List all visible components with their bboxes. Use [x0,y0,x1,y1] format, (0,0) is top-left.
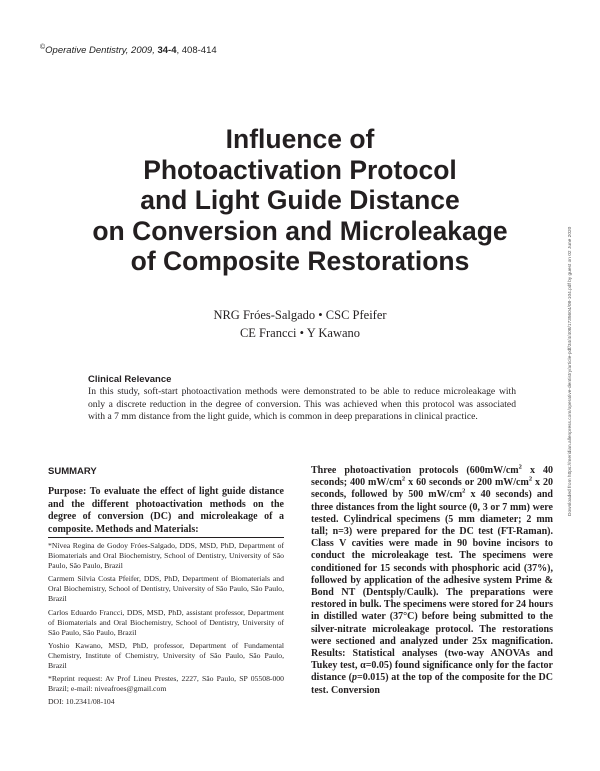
footnote-author-4: Yoshio Kawano, MSD, PhD, professor, Department of Fundamental Chemistry, Institute of Chemistry, University of São Paulo, São Paulo, Brazil [48,640,284,671]
title-line: and Light Guide Distance [140,185,460,215]
title-line: on Conversion and Microleakage [92,215,508,246]
download-watermark: Downloaded from https://meridian.allenpress.com/operative-dentistry/article-pdf/34/4/408/1735604/08-104.pdf by guest on 02 June 2020 [568,226,573,516]
doi: DOI: 10.2341/08-104 [48,697,115,707]
abstract-column: Three photoactivation protocols ($600mW/cm^2$ x 40 seconds; 400 $mW/cm^2$ x 60 seconds or 200 $mW/cm^2$ x 20 seconds, followed by 500 $mW/cm^2$ x 40 seconds) and three distances from the light source (0, 3 or 7 mm) were tested. Cylindrical specimens (5 mm diameter; 2 mm tall; n=3) were prepared for the DC test (FT-Raman). Class V cavities were made in 90 bovine incisors to conduct the microleakage test. The specimens were conditioned for 15 seconds with phosphoric acid (37%), followed by application of the adhesive system Prime & Bond NT (Dentsply/Caulk). The preparations were restored in bulk. The specimens were stored for 24 hours in distilled water (37°C) before being submitted to the silver-nitrate microleakage protocol. The restorations were sectioned and analyzed under 25x magnification. Results: Statistical analyses (two-way ANOVAs and Tukey test, α=0.05) found significance only for the factor distance (p=0.015) at the top of the composite for the DC test. Conversion [311,463,553,696]
footnote-reprint-request: *Reprint request: Av Prof Lineu Prestes, 2227, São Paulo, SP 05508-000 Brazil; e-mail: niveafroes@gmail.com [48,674,284,694]
title-line: Influence of [225,124,375,154]
authors-line-2: CE Francci • Y Kawano [239,326,361,340]
summary-heading: SUMMARY [48,466,97,477]
footnote-divider [48,537,284,538]
footnote-author-1: *Nívea Regina de Godoy Fróes-Salgado, DDS, MSD, PhD, Department of Biomaterials and Oral Biochemistry, School of Dentistry, University of São Paulo, São Paulo, Brazil [48,541,284,571]
clinical-relevance-text: In this study, soft-start photoactivation methods were demonstrated to be able to reduce microleakage with only a discrete reduction in the degree of conversion. This was achieved when this protocol was associated with a 7 mm distance from the light guide, which is common in deep preparations in clinical practice. [88,386,516,423]
summary-lead: Purpose: To evaluate the effect of light guide distance and the different photoactivation methods on the degree of conversion (DC) and microleakage of a composite. Methods and Materials: [48,486,284,535]
journal-pages: , 408-414 [176,45,217,57]
title-line: Photoactivation Protocol [143,154,457,185]
footnote-author-2: Carmem Silvia Costa Pfeifer, DDS, PhD, Department of Biomaterials and Oral Biochemistry, School of Dentistry, University of São Paulo, São Paulo, Brazil [48,574,284,604]
copyright-symbol: © [40,44,46,51]
author-footnotes [48,541,284,707]
article-title [40,124,560,277]
authors-line-1: NRG Fróes-Salgado • CSC Pfeifer [213,308,387,322]
footnote-author-3: Carlos Eduardo Francci, DDS, MSD, PhD, assistant professor, Department of Biomaterials and Oral Biochemistry, School of Dentistry, University of São Paulo, São Paulo, Brazil [48,607,284,637]
clinical-relevance-heading: Clinical Relevance [88,374,172,385]
journal-year: , 2009, [125,45,158,57]
journal-volume: 34-4 [157,45,177,57]
journal-header [40,44,217,56]
journal-name: Operative Dentistry [45,45,126,57]
author-list [40,306,560,342]
title-line: of Composite Restorations [130,246,470,276]
